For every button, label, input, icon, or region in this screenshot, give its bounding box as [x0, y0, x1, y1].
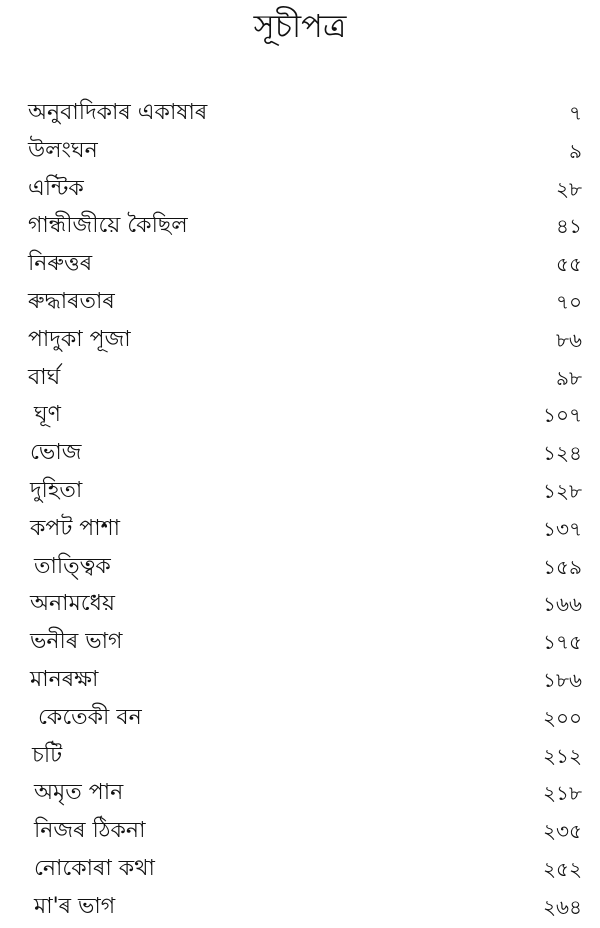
toc-entry	[0, 890, 600, 928]
entry-page-number: ২৬৪	[543, 894, 582, 919]
entry-title: বাৰ্ঘ	[28, 364, 61, 390]
entry-page-number: ১৩৭	[543, 516, 582, 541]
toc-entry	[0, 852, 600, 890]
entry-title: মা'ৰ ভাগ	[34, 893, 116, 919]
entry-page-number: ৯	[569, 138, 582, 163]
entry-page-number: ১৬৬	[543, 592, 582, 617]
entry-title: নোকোৰা কথা	[34, 855, 155, 881]
entry-title: এন্টিক	[28, 175, 84, 201]
toc-entry	[0, 512, 600, 550]
toc-entry	[0, 474, 600, 512]
entry-page-number: ১২৮	[543, 478, 582, 503]
entry-page-number: ১০৭	[543, 403, 582, 428]
entry-title: উলংঘন	[28, 137, 98, 163]
toc-entry	[0, 361, 600, 399]
entry-page-number: ১২৪	[543, 441, 582, 466]
entry-page-number: ৭	[568, 101, 582, 125]
entry-page-number: ২০০	[542, 705, 582, 730]
toc-entry	[0, 398, 600, 436]
toc-entry	[0, 247, 600, 285]
entry-title: নিজৰ ঠিকনা	[34, 818, 146, 844]
toc-entry	[0, 625, 600, 663]
page-title: সূচীপত্ৰ	[253, 7, 347, 45]
entry-title: কপট পাশা	[30, 515, 121, 541]
entry-title: অনুবাদিকাৰ একাষাৰ	[28, 100, 208, 125]
entry-title: নিৰুত্তৰ	[28, 251, 93, 277]
entry-title: দুহিতা	[30, 477, 83, 503]
entry-page-number: ৮৬	[556, 327, 582, 352]
entry-title: ভনীৰ ভাগ	[30, 629, 123, 655]
toc-entry	[0, 739, 600, 777]
toc-entry	[0, 436, 600, 474]
entry-title: পাদুকা পূজা	[28, 326, 131, 352]
entry-title: মানৰক্ষা	[30, 666, 99, 692]
entry-page-number: ২১২	[543, 743, 582, 768]
toc-entry	[0, 172, 600, 210]
entry-page-number: ২১৮	[543, 781, 582, 806]
toc-entry	[0, 285, 600, 323]
toc-entry	[0, 776, 600, 814]
entry-page-number: ২৩৫	[543, 819, 582, 844]
entry-page-number: ৯৮	[556, 365, 582, 390]
entry-title: ভোজ	[30, 440, 82, 466]
toc-entry	[0, 550, 600, 588]
toc-list	[0, 96, 600, 928]
toc-entry	[0, 701, 600, 739]
toc-entry	[0, 134, 600, 172]
toc-entry	[0, 209, 600, 247]
toc-entry	[0, 663, 600, 701]
entry-title: ঘূণ	[34, 402, 61, 428]
toc-entry	[0, 96, 600, 134]
entry-page-number: ১৭৫	[543, 630, 582, 655]
entry-title: অমৃত পান	[34, 780, 124, 806]
entry-page-number: ২৮	[556, 176, 582, 201]
entry-page-number: ১৫৯	[543, 554, 582, 579]
entry-title: তাত্ত্বিক	[34, 553, 111, 579]
entry-title: গান্ধীজীয়ে কৈছিল	[28, 213, 188, 239]
entry-page-number: ৭০	[555, 289, 582, 314]
entry-page-number: ৪১	[556, 214, 582, 239]
toc-entry	[0, 814, 600, 852]
entry-title: অনামধেয়	[30, 591, 115, 617]
entry-page-number: ২৫২	[543, 856, 582, 881]
entry-title: চটি	[32, 742, 63, 768]
entry-page-number: ১৮৬	[543, 667, 582, 692]
entry-page-number: ৫৫	[556, 252, 582, 277]
toc-entry	[0, 323, 600, 361]
entry-title: ৰুদ্ধাৰতাৰ	[28, 288, 115, 314]
toc-entry	[0, 587, 600, 625]
entry-title: কেতেকী বন	[38, 704, 142, 730]
